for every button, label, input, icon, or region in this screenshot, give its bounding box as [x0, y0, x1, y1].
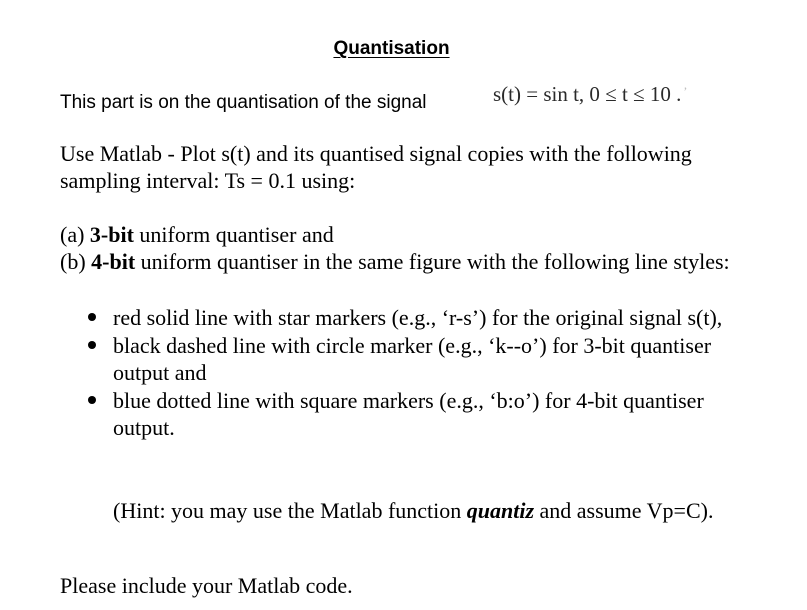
- hint-function-name: quantiz: [466, 498, 535, 523]
- bullet-icon: [88, 341, 96, 349]
- formula-tick-mark: ’: [683, 84, 688, 98]
- signal-formula-text: s(t) = sin t, 0 ≤ t ≤ 10 .: [493, 82, 682, 106]
- signal-formula: [493, 82, 687, 107]
- part-a-bits: 3-bit: [89, 222, 134, 247]
- list-item-4bit-output: [60, 387, 760, 441]
- list-item-original-signal: [60, 304, 760, 331]
- hint-paragraph: [113, 497, 753, 524]
- hint-suffix: and assume Vp=C).: [534, 498, 714, 523]
- line-style-text: blue dotted line with square markers (e.g., ‘b:o’) for 4-bit quantiser output.: [113, 388, 704, 440]
- hint-prefix: (Hint: you may use the Matlab function: [113, 498, 467, 523]
- bullet-icon: [88, 396, 96, 404]
- bullet-icon: [88, 313, 96, 321]
- part-a-suffix: uniform quantiser and: [133, 222, 334, 247]
- line-style-list: [60, 304, 760, 442]
- part-b: [60, 248, 760, 275]
- task-instruction: Use Matlab - Plot s(t) and its quantised signal copies with the following sampling interval: Ts = 0.1 using:: [60, 141, 692, 193]
- part-a: [60, 221, 760, 248]
- page-title: Quantisation: [333, 38, 450, 59]
- list-item-3bit-output: [60, 332, 760, 386]
- line-style-text: black dashed line with circle marker (e.g., ‘k--o’) for 3-bit quantiser output and: [113, 333, 712, 385]
- part-a-prefix: (a): [60, 222, 90, 247]
- part-b-suffix: uniform quantiser in the same figure with the following line styles:: [135, 249, 730, 274]
- part-b-bits: 4-bit: [91, 249, 136, 274]
- part-b-prefix: (b): [60, 249, 92, 274]
- intro-text: This part is on the quantisation of the signal: [60, 92, 427, 113]
- closing-instruction: Please include your Matlab code.: [60, 573, 353, 598]
- line-style-text: red solid line with star markers (e.g., ‘r-s’) for the original signal s(t),: [113, 305, 723, 330]
